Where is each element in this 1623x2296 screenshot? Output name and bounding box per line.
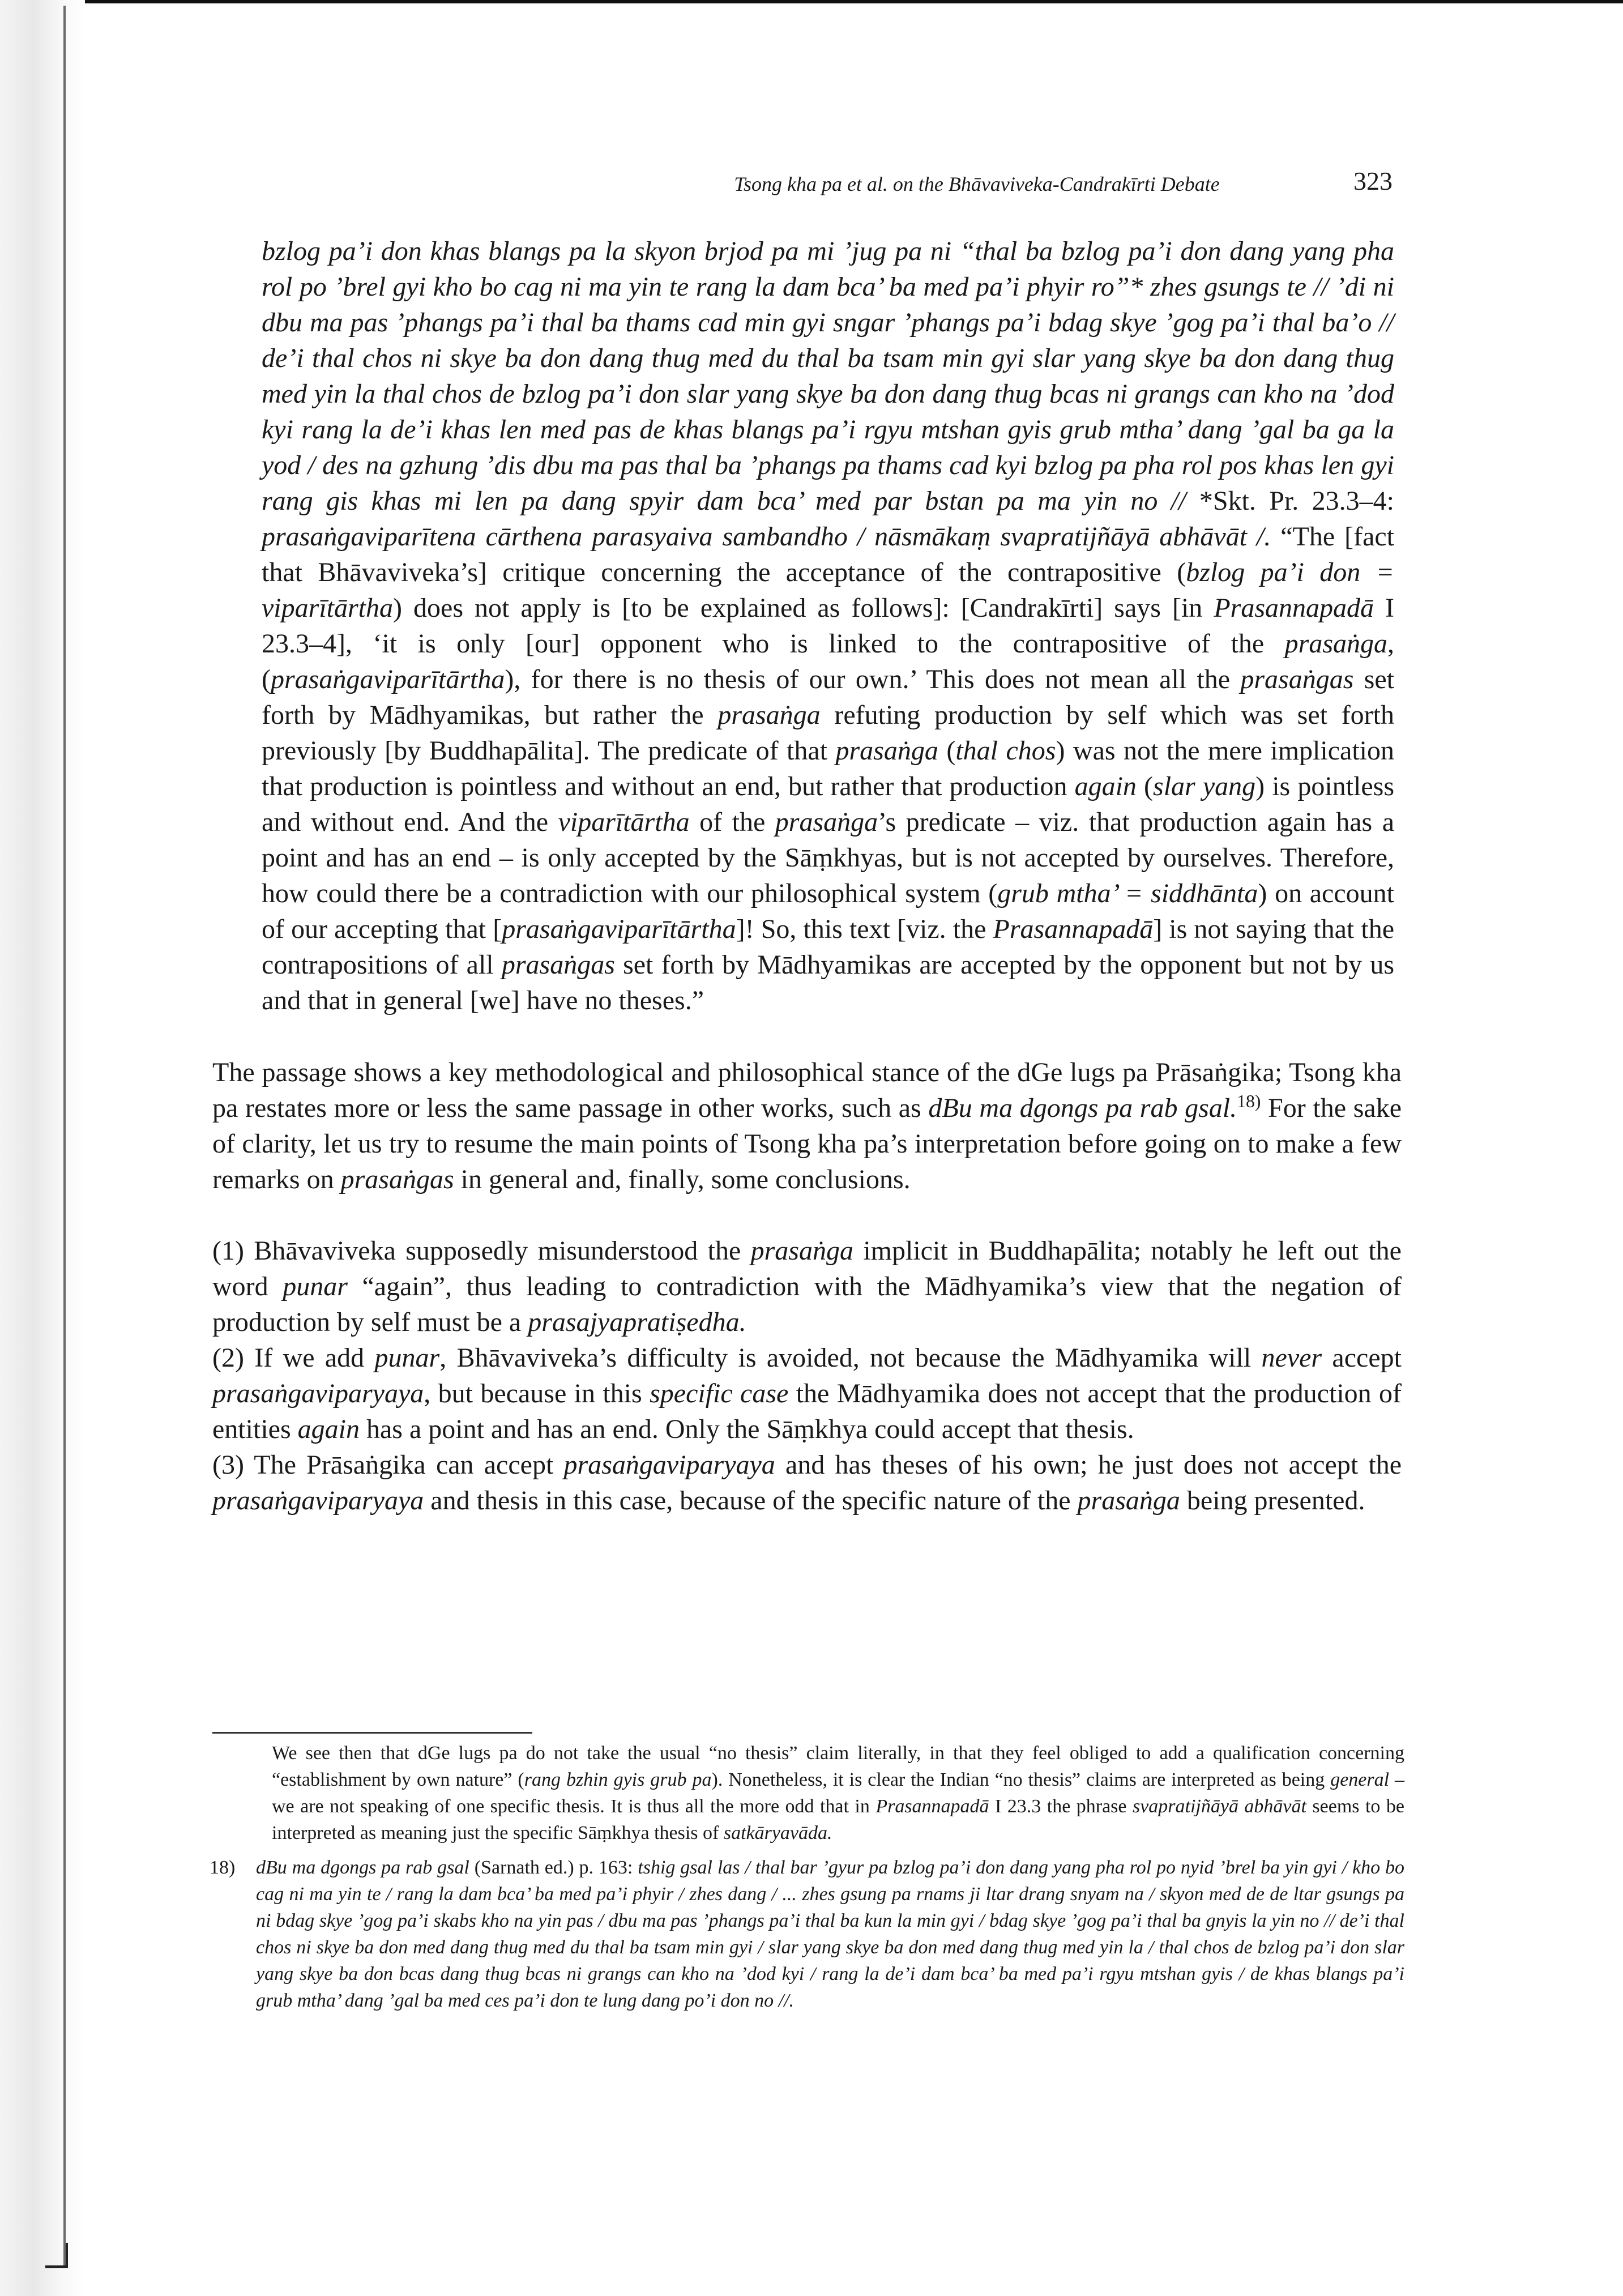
body-text: The passage shows a key methodological and philosophical stance of the dGe lugs pa Prāsaṅgika; Tsong kha pa restates more or less the same passage in other works, such as bbox=[212, 1057, 1402, 1123]
work-title: dBu ma dgongs pa rab gsal. bbox=[928, 1093, 1237, 1123]
footnote-continuation bbox=[210, 1740, 1404, 1846]
translation-text: “The [fact that Bhāvaviveka’s] critique concerning the acceptance of the contrapositive ( bbox=[262, 522, 1395, 587]
body-text: implicit in Buddhapālita; notably he left out the word bbox=[212, 1236, 1402, 1301]
work-title: dBu ma dgongs pa rab gsal bbox=[256, 1857, 469, 1878]
sanskrit-quote: prasaṅgaviparītena cārthena parasyaiva sambandho / nāsmākaṃ svapratijñāyā abhāvāt /. bbox=[262, 522, 1271, 552]
emphasis: never bbox=[1261, 1343, 1322, 1373]
binding-edge-hook bbox=[45, 2243, 68, 2268]
body-text: For the sake of clarity, let us try to resume the main points of Tsong kha pa’s interpretation before going on to make a few remarks on bbox=[212, 1093, 1402, 1194]
body-text: in general and, finally, some conclusions. bbox=[454, 1164, 911, 1194]
term: thal chos bbox=[955, 736, 1056, 766]
footnote-18 bbox=[210, 1854, 1404, 2014]
translation-text: ]! So, this text [viz. the bbox=[736, 914, 993, 944]
body-text: has a point and has an end. Only the Sāṃkhya could accept that thesis. bbox=[359, 1414, 1134, 1444]
emphasis: specific case bbox=[650, 1379, 789, 1409]
tibetan-quote: tshig gsal las / thal bar ’gyur pa bzlog pa’i don dang yang pha rol po nyid ’brel ba yin gyi / kho bo cag ni ma yin te / rang la dam bca’ ba med pa’i phyir / zhes dang / ... zhes gsung pa rnams ji ltar drang snyam na / skyon med de de ltar gsungs pa ni bdag skye ’gog pa’i skabs kho na yin pas / dbu ma pas ’phangs pa’i thal ba kun la min gyi / bdag skye ’gog pa’i thal ba gnyis la yin no // de’i thal chos ni skye ba don med dang thug med du thal ba tsam min gyi / slar yang skye ba don med dang thug med yin la / thal chos de bzlog pa’i don slar yang skye ba don bcas dang thug bcas ni grangs can kho na ’dod kyi / rang la de’i dam bca’ ba med pa’i rgyu mtshan gyis / de khas blangs pa’i grub mtha’ dang ’gal ba med ces pa’i don te lung dang po’i don no //. bbox=[256, 1857, 1405, 2011]
footnote-text: I 23.3 the phrase bbox=[989, 1796, 1133, 1817]
translation-text: ] is not saying that the contrapositions of all bbox=[262, 914, 1394, 980]
term: prasaṅga bbox=[775, 807, 878, 837]
footnote-text: (Sarnath ed.) p. 163: bbox=[469, 1857, 638, 1878]
term: prasaṅgas bbox=[501, 950, 615, 980]
term: svapratijñāyā abhāvāt bbox=[1132, 1796, 1306, 1817]
footnote-separator bbox=[212, 1732, 532, 1734]
footnote-number: 18) bbox=[210, 1857, 236, 1878]
footnote-text: We see then that dGe lugs pa do not take the usual “no thesis” claim literally, in that they feel obliged to add a qualification concerning “establishment by own nature” ( bbox=[272, 1743, 1404, 1790]
term: prasaṅgas bbox=[340, 1164, 454, 1194]
body-text: being presented. bbox=[1180, 1486, 1365, 1516]
term: bzlog pa’i don = viparītārtha bbox=[262, 557, 1394, 623]
term: satkāryavāda. bbox=[723, 1823, 832, 1843]
binding-edge-line bbox=[63, 6, 66, 2265]
block-quote-paragraph bbox=[262, 233, 1394, 1018]
body-text: accept bbox=[1322, 1343, 1402, 1373]
term: prasaṅgaviparītārtha bbox=[270, 664, 505, 694]
body-text: (3) The Prāsaṅgika can accept bbox=[212, 1450, 564, 1480]
term: grub mtha’ = siddhānta bbox=[997, 878, 1258, 908]
work-title: Prasannapadā bbox=[875, 1796, 989, 1817]
body-paragraph bbox=[212, 1055, 1402, 1197]
footnote-text: ). Nonetheless, it is clear the Indian “no thesis” claims are interpreted as being bbox=[711, 1769, 1331, 1790]
translation-text: , ( bbox=[262, 629, 1394, 694]
sanskrit-reference: *Skt. Pr. 23.3–4: bbox=[1199, 486, 1395, 516]
body-text: the Mādhyamika does not accept that the production of entities bbox=[212, 1379, 1402, 1444]
body-text: and thesis in this case, because of the specific nature of the bbox=[424, 1486, 1078, 1516]
footnote-text: seems to be interpreted as meaning just the specific Sāṃkhya thesis of bbox=[272, 1796, 1404, 1843]
translation-text: set forth by Mādhyamikas, but rather the bbox=[262, 664, 1394, 730]
term: prasaṅgaviparyaya bbox=[212, 1379, 424, 1409]
main-body bbox=[212, 1055, 1402, 1518]
body-text: , but because in this bbox=[424, 1379, 650, 1409]
body-text: (2) If we add bbox=[212, 1343, 375, 1373]
translation-text: ) is pointless and without end. And the bbox=[262, 771, 1395, 837]
body-text: (1) Bhāvaviveka supposedly misunderstood the bbox=[212, 1236, 751, 1266]
term: prasaṅgaviparītārtha bbox=[502, 914, 736, 944]
translation-text: I 23.3–4], ‘it is only [our] opponent who is linked to the contrapositive of the bbox=[262, 593, 1395, 659]
footnote-marker: 18) bbox=[1237, 1091, 1261, 1111]
term: prasaṅga bbox=[1077, 1486, 1180, 1516]
body-text: “again”, thus leading to contradiction with the Mādhyamika’s view that the negation of production by self must be a bbox=[212, 1271, 1402, 1337]
tibetan-quote: bzlog pa’i don khas blangs pa la skyon brjod pa mi ’jug pa ni “thal ba bzlog pa’i don dang yang pha rol po ’brel gyi kho bo cag ni ma yin te rang la dam bca’ ba med pa’i phyir ro”* zhes gsungs te // ’di ni dbu ma pas ’phangs pa’i thal ba thams cad min gyi sngar ’phangs pa’i bdag skye ’gog pa’i thal ba’o // de’i thal chos ni skye ba don dang thug med du thal ba tsam min gyi slar yang skye ba don dang thug med yin la thal chos de bzlog pa’i don slar yang skye ba don dang thug bcas ni grangs can kho na ’dod kyi rang la de’i khas len med pas de khas blangs pa’i rgyu mtshan gyis grub mtha’ dang ’gal ba ga la yod / des na gzhung ’dis dbu ma pas thal ba ’phangs pa thams cad kyi bzlog pa pha rol pos khas len gyi rang gis khas mi len pa dang spyir dam bca’ med par bstan pa ma yin no // bbox=[262, 236, 1394, 516]
translation-text: refuting production by self which was set forth previously [by Buddhapālita]. The predicate of that bbox=[262, 700, 1395, 766]
term: punar bbox=[283, 1271, 348, 1301]
term: Prasannapadā bbox=[1214, 593, 1374, 623]
translation-text: ), for there is no thesis of our own.’ This does not mean all the bbox=[505, 664, 1241, 694]
term: punar bbox=[374, 1343, 440, 1373]
term: prasaṅgaviparyaya bbox=[212, 1486, 424, 1516]
translation-text: ) was not the mere implication that production is pointless and without an end, but rather that production bbox=[262, 736, 1395, 801]
term: prasaṅgas bbox=[1240, 664, 1354, 694]
block-quote bbox=[262, 233, 1394, 1018]
top-edge-rule bbox=[0, 0, 1623, 3]
translation-text: of the bbox=[689, 807, 775, 837]
translation-text: ( bbox=[938, 736, 956, 766]
term: slar yang bbox=[1153, 771, 1256, 801]
summary-point-2 bbox=[212, 1340, 1402, 1447]
translation-text: ’s predicate – viz. that production again has a point and has an end – is only accepted by the Sāṃkhyas, but is not accepted by ourselves. Therefore, how could there be a contradiction with our philosophical system ( bbox=[262, 807, 1395, 908]
translation-text: ( bbox=[1136, 771, 1154, 801]
term: prasaṅga bbox=[717, 700, 821, 730]
summary-point-1 bbox=[212, 1233, 1402, 1340]
summary-point-3 bbox=[212, 1447, 1402, 1518]
translation-text: ) does not apply is [to be explained as follows]: [Candrakīrti] says [in bbox=[393, 593, 1214, 623]
emphasis: again bbox=[297, 1414, 360, 1444]
emphasis: general bbox=[1330, 1769, 1390, 1790]
term: prasaṅga bbox=[1284, 629, 1387, 659]
body-text: and has theses of his own; he just does not accept the bbox=[775, 1450, 1402, 1480]
body-text: , Bhāvaviveka’s difficulty is avoided, not because the Mādhyamika will bbox=[439, 1343, 1262, 1373]
footnotes bbox=[210, 1740, 1404, 2014]
footnote-text: – we are not speaking of one specific thesis. It is thus all the more odd that in bbox=[272, 1769, 1404, 1817]
term: rang bzhin gyis grub pa bbox=[524, 1769, 712, 1790]
term: prasaṅga bbox=[750, 1236, 853, 1266]
term: again bbox=[1074, 771, 1137, 801]
translation-text: ) on account of our accepting that [ bbox=[262, 878, 1394, 944]
term: prasaṅga bbox=[835, 736, 938, 766]
term: prasajyapratiṣedha. bbox=[528, 1307, 746, 1337]
page-number: 323 bbox=[1353, 167, 1393, 195]
translation-text: set forth by Mādhyamikas are accepted by the opponent but not by us and that in general [we] have no theses.” bbox=[262, 950, 1394, 1015]
running-header: Tsong kha pa et al. on the Bhāvaviveka-Candrakīrti Debate bbox=[734, 173, 1220, 195]
term: viparītārtha bbox=[558, 807, 690, 837]
scan-binding-gutter bbox=[0, 0, 85, 2296]
term: prasaṅgaviparyaya bbox=[563, 1450, 775, 1480]
term: Prasannapadā bbox=[993, 914, 1154, 944]
